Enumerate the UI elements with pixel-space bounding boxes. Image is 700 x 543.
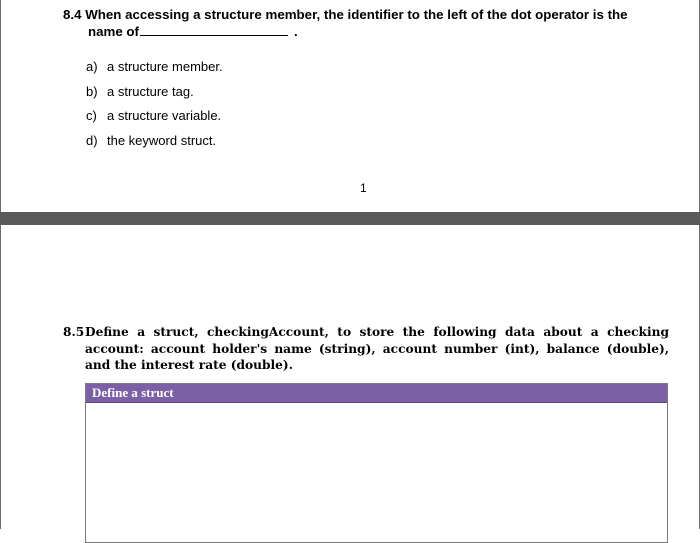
answer-box-header: Define a struct (86, 384, 667, 403)
question-8-4-line1 (63, 6, 663, 24)
question-number: 8.4 (63, 7, 82, 22)
fill-in-blank[interactable] (140, 23, 288, 36)
option-text: a structure variable. (107, 108, 222, 123)
page-separator (0, 212, 700, 225)
document-page-2 (0, 225, 700, 529)
question-text: Define a struct, checkingAccount, to store the following data about a checking account: account holder's name (string), account number (int), balance (double), and the interest rate (double). (85, 325, 669, 372)
question-text-continued: name of (88, 24, 139, 39)
question-8-5 (63, 324, 669, 374)
option-text: a structure member. (107, 59, 223, 74)
page-number: 1 (360, 181, 367, 195)
option-b[interactable] (86, 80, 223, 105)
option-letter: d) (86, 132, 98, 148)
option-letter: a) (86, 59, 98, 74)
option-a[interactable] (86, 55, 223, 80)
answer-box[interactable] (85, 383, 668, 543)
question-end-mark: . (293, 24, 298, 39)
option-text: a structure tag. (107, 83, 194, 99)
option-text: the keyword struct. (107, 132, 217, 148)
option-c[interactable] (86, 104, 223, 129)
question-number: 8.5 (63, 325, 85, 339)
question-text: When accessing a structure member, the identifier to the left of the dot operator is the (85, 7, 628, 22)
option-letter: c) (86, 108, 97, 123)
question-8-4-line2 (88, 23, 298, 41)
document-page-1 (0, 0, 700, 212)
option-letter: b) (86, 83, 98, 99)
option-d[interactable] (86, 129, 223, 154)
answer-options (86, 55, 223, 153)
